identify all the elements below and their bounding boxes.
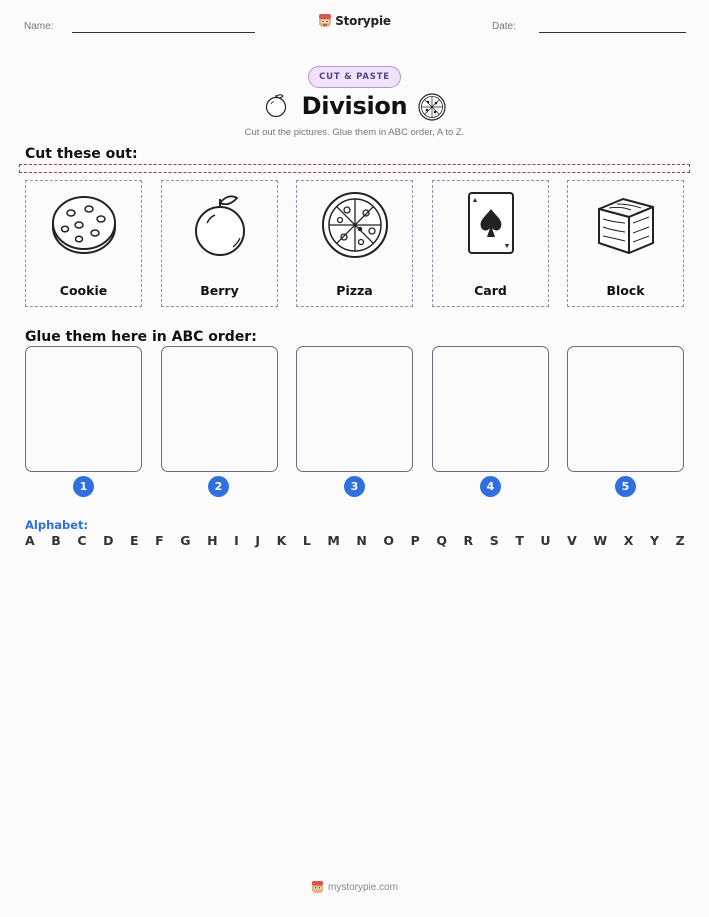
cut-card-card[interactable]	[432, 180, 549, 307]
cut-card-berry[interactable]	[161, 180, 278, 307]
card-label: Card	[474, 283, 507, 298]
alphabet-letter: H	[207, 533, 218, 548]
pizza-icon	[418, 93, 446, 121]
footer-site: mystorypie.com	[327, 881, 398, 893]
cut-card-block[interactable]	[567, 180, 684, 307]
date-line[interactable]	[539, 32, 686, 33]
pizza-icon	[320, 189, 390, 259]
alphabet-letter: U	[540, 533, 551, 548]
alphabet-letter: M	[327, 533, 340, 548]
alphabet-letter: E	[130, 533, 139, 548]
alphabet-letter: K	[276, 533, 287, 548]
alphabet-letter: X	[623, 533, 634, 548]
alphabet-letter: V	[567, 533, 577, 548]
name-line[interactable]	[72, 32, 255, 33]
slot-number-badge: 5	[615, 476, 636, 497]
slot-number-badge: 4	[480, 476, 501, 497]
cut-section-heading: Cut these out:	[25, 146, 138, 162]
page-title: Division	[301, 92, 408, 120]
storypie-mascot-icon	[318, 13, 332, 28]
slot-number-badge: 1	[73, 476, 94, 497]
alphabet-letter: S	[489, 533, 499, 548]
storypie-mascot-icon	[311, 880, 324, 894]
glue-slot-5[interactable]	[567, 346, 684, 472]
alphabet-row	[25, 533, 685, 548]
slot-number-badge: 3	[344, 476, 365, 497]
alphabet-heading: Alphabet:	[25, 518, 89, 532]
alphabet-letter: B	[51, 533, 61, 548]
card-label: Block	[606, 283, 645, 298]
alphabet-letter: I	[234, 533, 239, 548]
instructions: Cut out the pictures. Glue them in ABC order, A to Z.	[244, 127, 465, 138]
berry-icon	[185, 189, 255, 259]
glue-slot-3[interactable]	[296, 346, 413, 472]
glue-slot-4[interactable]	[432, 346, 549, 472]
footer	[0, 880, 709, 894]
alphabet-letter: L	[302, 533, 311, 548]
glue-slot-2[interactable]	[161, 346, 278, 472]
glue-section-heading: Glue them here in ABC order:	[25, 329, 257, 345]
alphabet-letter: C	[77, 533, 87, 548]
brand-logo	[0, 13, 709, 28]
cut-line	[19, 164, 690, 173]
alphabet-letter: O	[383, 533, 395, 548]
alphabet-letter: T	[515, 533, 524, 548]
alphabet-letter: N	[356, 533, 367, 548]
alphabet-letter: W	[593, 533, 608, 548]
glue-slot-1[interactable]	[25, 346, 142, 472]
alphabet-letter: F	[155, 533, 164, 548]
name-label: Name:	[24, 21, 54, 32]
date-label: Date:	[492, 21, 516, 32]
card-label: Pizza	[336, 283, 373, 298]
playing-card-icon	[456, 189, 526, 259]
alphabet-letter: R	[463, 533, 474, 548]
alphabet-letter: J	[255, 533, 260, 548]
cut-card-cookie[interactable]	[25, 180, 142, 307]
alphabet-letter: P	[410, 533, 420, 548]
cookie-icon	[49, 189, 119, 259]
alphabet-letter: A	[25, 533, 35, 548]
slot-number-badge: 2	[208, 476, 229, 497]
wooden-block-icon	[591, 189, 661, 259]
alphabet-letter: D	[103, 533, 114, 548]
alphabet-letter: Y	[649, 533, 659, 548]
card-label: Berry	[200, 283, 239, 298]
cut-card-pizza[interactable]	[296, 180, 413, 307]
alphabet-letter: Q	[436, 533, 447, 548]
brand-name: Storypie	[335, 13, 391, 28]
alphabet-letter: G	[180, 533, 191, 548]
alphabet-letter: Z	[675, 533, 685, 548]
card-label: Cookie	[59, 283, 108, 298]
cut-and-paste-badge: CUT & PASTE	[308, 66, 401, 88]
